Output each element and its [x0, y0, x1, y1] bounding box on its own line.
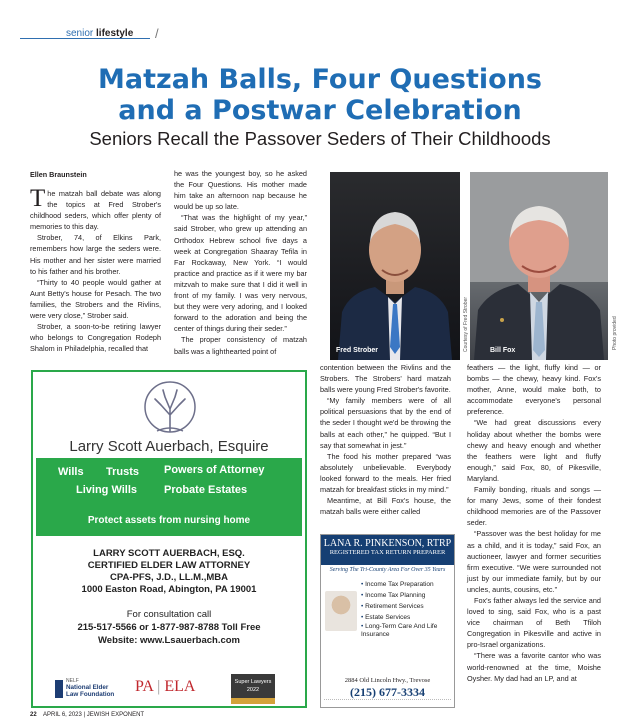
section-label-normal: senior	[66, 28, 94, 39]
portrait-illustration	[470, 172, 608, 360]
article-column-2	[174, 168, 307, 357]
nelf-label: NELF	[66, 678, 79, 684]
super-lawyers-badge	[231, 674, 275, 704]
advertisement-tax-preparer[interactable]	[320, 534, 455, 708]
ad-contact-line: LARRY SCOTT AUERBACH, ESQ.	[93, 548, 245, 559]
photo-bill-fox	[470, 172, 608, 360]
nelf-name: National Elder Law Foundation	[66, 684, 115, 698]
ad-consult-line: For consultation call	[126, 609, 212, 620]
article-paragraph: “Thirty to 40 people would gather at Aunt Betty's house for Pesach. The two families, the Strobers and the Rivlins, were very close,” Strober said.	[30, 277, 161, 321]
pa-logo-text: PA	[135, 678, 154, 695]
ad-contact-line: CERTIFIED ELDER LAW ATTORNEY	[87, 560, 251, 571]
ad-tax-portrait	[325, 591, 357, 631]
article-paragraph: “We had great discussions every holiday about whether the bombs were chewy and heavy enough and whether the feathers were light and fluffy enough,” said Fox, 80, of Pikesville, Maryland.	[467, 418, 601, 483]
article-paragraph: “There was a favorite cantor who was world-renowned at the time, Moishe Oysher. My dad had an LP, and at	[467, 651, 601, 683]
ad-tax-serving: Serving The Tri-County Area For Over 35 Years	[329, 567, 446, 573]
ad-tax-subtitle: REGISTERED TAX RETURN PREPARER	[329, 549, 446, 556]
page-number: 22	[30, 712, 37, 718]
article-column-3	[320, 362, 451, 517]
ad-phone-link[interactable]: 215-517-5566 or 1-877-987-8788 Toll Free	[77, 622, 261, 633]
section-tag	[66, 28, 133, 39]
article-column-1	[30, 185, 161, 354]
pa-ela-logo: PA | ELA	[135, 678, 196, 695]
super-lawyers-year: 2022	[246, 687, 260, 693]
nelf-flag-icon	[55, 680, 63, 698]
article-paragraph: feathers — the light, fluffy kind — or bombs — the chewy, heavy kind. Fox's mother, Anne, would make both, to accommodate everyone's personal preference.	[467, 363, 601, 417]
ad-tax-services	[361, 579, 447, 639]
nelf-logo	[55, 678, 117, 702]
byline: Ellen Braunstein	[30, 170, 87, 179]
photo-caption: Fred Strober	[336, 347, 379, 354]
headline	[20, 64, 620, 126]
section-slash: /	[155, 26, 159, 41]
ad-credential-logos	[33, 672, 305, 706]
photo-fred-strober	[330, 172, 460, 360]
page-footer	[30, 712, 144, 718]
article-paragraph: The matzah ball debate was along the topics at Fred Strober's childhood seders, which offer plenty of memories to this day.	[30, 185, 161, 232]
article-column-4	[467, 362, 601, 684]
ad-service: Powers of Attorney	[164, 464, 265, 476]
article-paragraph: contention between the Rivlins and the Strobers. The Strobers' hard matzah balls were young Fred Strober's favorite.	[320, 363, 451, 395]
photo-credit: Courtesy of Fred Strober	[463, 296, 469, 352]
subheadline: Seniors Recall the Passover Seders of Their Childhoods	[89, 128, 551, 149]
article-paragraph: “My family members were of all political persuasions that by the end of the seder I thought we'd be throwing the balls at each other,” he quipped. “But I say that somewhat in jest.”	[320, 396, 451, 450]
ad-service: Trusts	[106, 466, 140, 478]
section-label-bold: lifestyle	[96, 28, 134, 39]
issue-info: APRIL 6, 2023 | JEWISH EXPONENT	[43, 712, 145, 718]
ad-website-link[interactable]: Website: www.Lsauerbach.com	[97, 635, 240, 646]
article-paragraph: Strober, a soon-to-be retiring lawyer who belongs to Congregation Rodeph Shalom in Philadelphia, recalled that	[30, 322, 161, 354]
ad-service: Wills	[58, 466, 84, 478]
article-paragraph: The proper consistency of matzah balls was a lighthearted point of	[174, 335, 307, 356]
article-paragraph: Fox's father always led the service and loved to sing, said Fox, who is a past vice chairman of Beth Tfiloh Congregation in Pikesville and active in pro-Israel organizations.	[467, 595, 601, 650]
ad-tax-name: LANA R. PINKENSON, RTRP	[323, 538, 452, 549]
article-paragraph: Meantime, at Bill Fox's house, the matzah balls were either called	[320, 496, 451, 517]
ad-tax-service: • Retirement Services	[361, 603, 424, 610]
ad-firm-name: Larry Scott Auerbach, Esquire	[69, 438, 269, 455]
portrait-illustration	[330, 172, 460, 360]
article-paragraph: Family bonding, rituals and songs — for many Jews, some of their fondest childhood memories are of the Passover seder.	[467, 485, 601, 528]
drop-cap: T	[30, 185, 46, 212]
ad-protect-line: Protect assets from nursing home	[87, 515, 251, 526]
ad-contact-line: CPA-PFS, J.D., LL.M.,MBA	[109, 572, 229, 583]
ad-contact-block	[33, 548, 305, 596]
article-paragraph: he was the youngest boy, so he asked the Four Questions. His mother made him take an afternoon nap because he would be up so late.	[174, 169, 307, 212]
photo-caption: Bill Fox	[490, 347, 516, 354]
ad-tax-fine-print	[324, 699, 451, 705]
ad-contact-line: 1000 Easton Road, Abington, PA 19001	[81, 584, 257, 595]
ad-tax-service: • Income Tax Planning	[361, 592, 426, 599]
article-paragraph: “Passover was the best holiday for me as a child, and it is today,” said Fox, an auctioneer, lawyer and former securities firm executive. “We were surrounded not just by our immediate family, but by our uncles, aunts, cousins, etc.”	[467, 529, 601, 594]
ad-service: Living Wills	[76, 484, 138, 496]
ad-tax-service: • Income Tax Preparation	[361, 581, 434, 588]
ad-tax-service: • Estate Services	[361, 614, 411, 621]
ad-services-banner	[36, 458, 302, 536]
article-paragraph: “That was the highlight of my year,” said Strober, who grew up attending an Orthodox Hebrew school five days a week at Congregation Shaaray Tefila in Far Rockaway, New York. “I would practice and practice as if it were my bar mitzvah to make sure that I did it well in front of my family. I was very nervous, but they were very adoring, and I looked forward to the adoration and being the center of things during their seder.”	[174, 213, 307, 334]
advertisement-law-firm[interactable]	[31, 370, 307, 708]
article-paragraph: The food his mother prepared “was absolutely unbelievable. Everybody looked forward to the meals. Her fried matzah for breakfast sticks in my mind.”	[320, 451, 451, 495]
headline-line-1: Matzah Balls, Four Questions	[98, 64, 542, 95]
ad-tax-address: 2884 Old Lincoln Hwy., Trevose	[344, 677, 431, 684]
ad-consult-block	[33, 608, 305, 647]
ad-tax-phone[interactable]: (215) 677-3334	[350, 685, 425, 699]
photo-credit: Photo provided	[612, 316, 618, 350]
headline-line-2: and a Postwar Celebration	[118, 95, 522, 126]
article-paragraph: Strober, 74, of Elkins Park, remembers how large the seders were. His mother and her sister were married to his father and his brother.	[30, 233, 161, 276]
ad-tax-header	[321, 535, 454, 565]
tree-logo-icon	[143, 381, 197, 435]
ad-tax-service: • Long-Term Care And Life Insurance	[361, 623, 438, 638]
ad-service: Probate Estates	[164, 484, 248, 496]
super-lawyers-label: Super Lawyers	[234, 679, 272, 685]
ela-logo-text: ELA	[164, 678, 196, 695]
